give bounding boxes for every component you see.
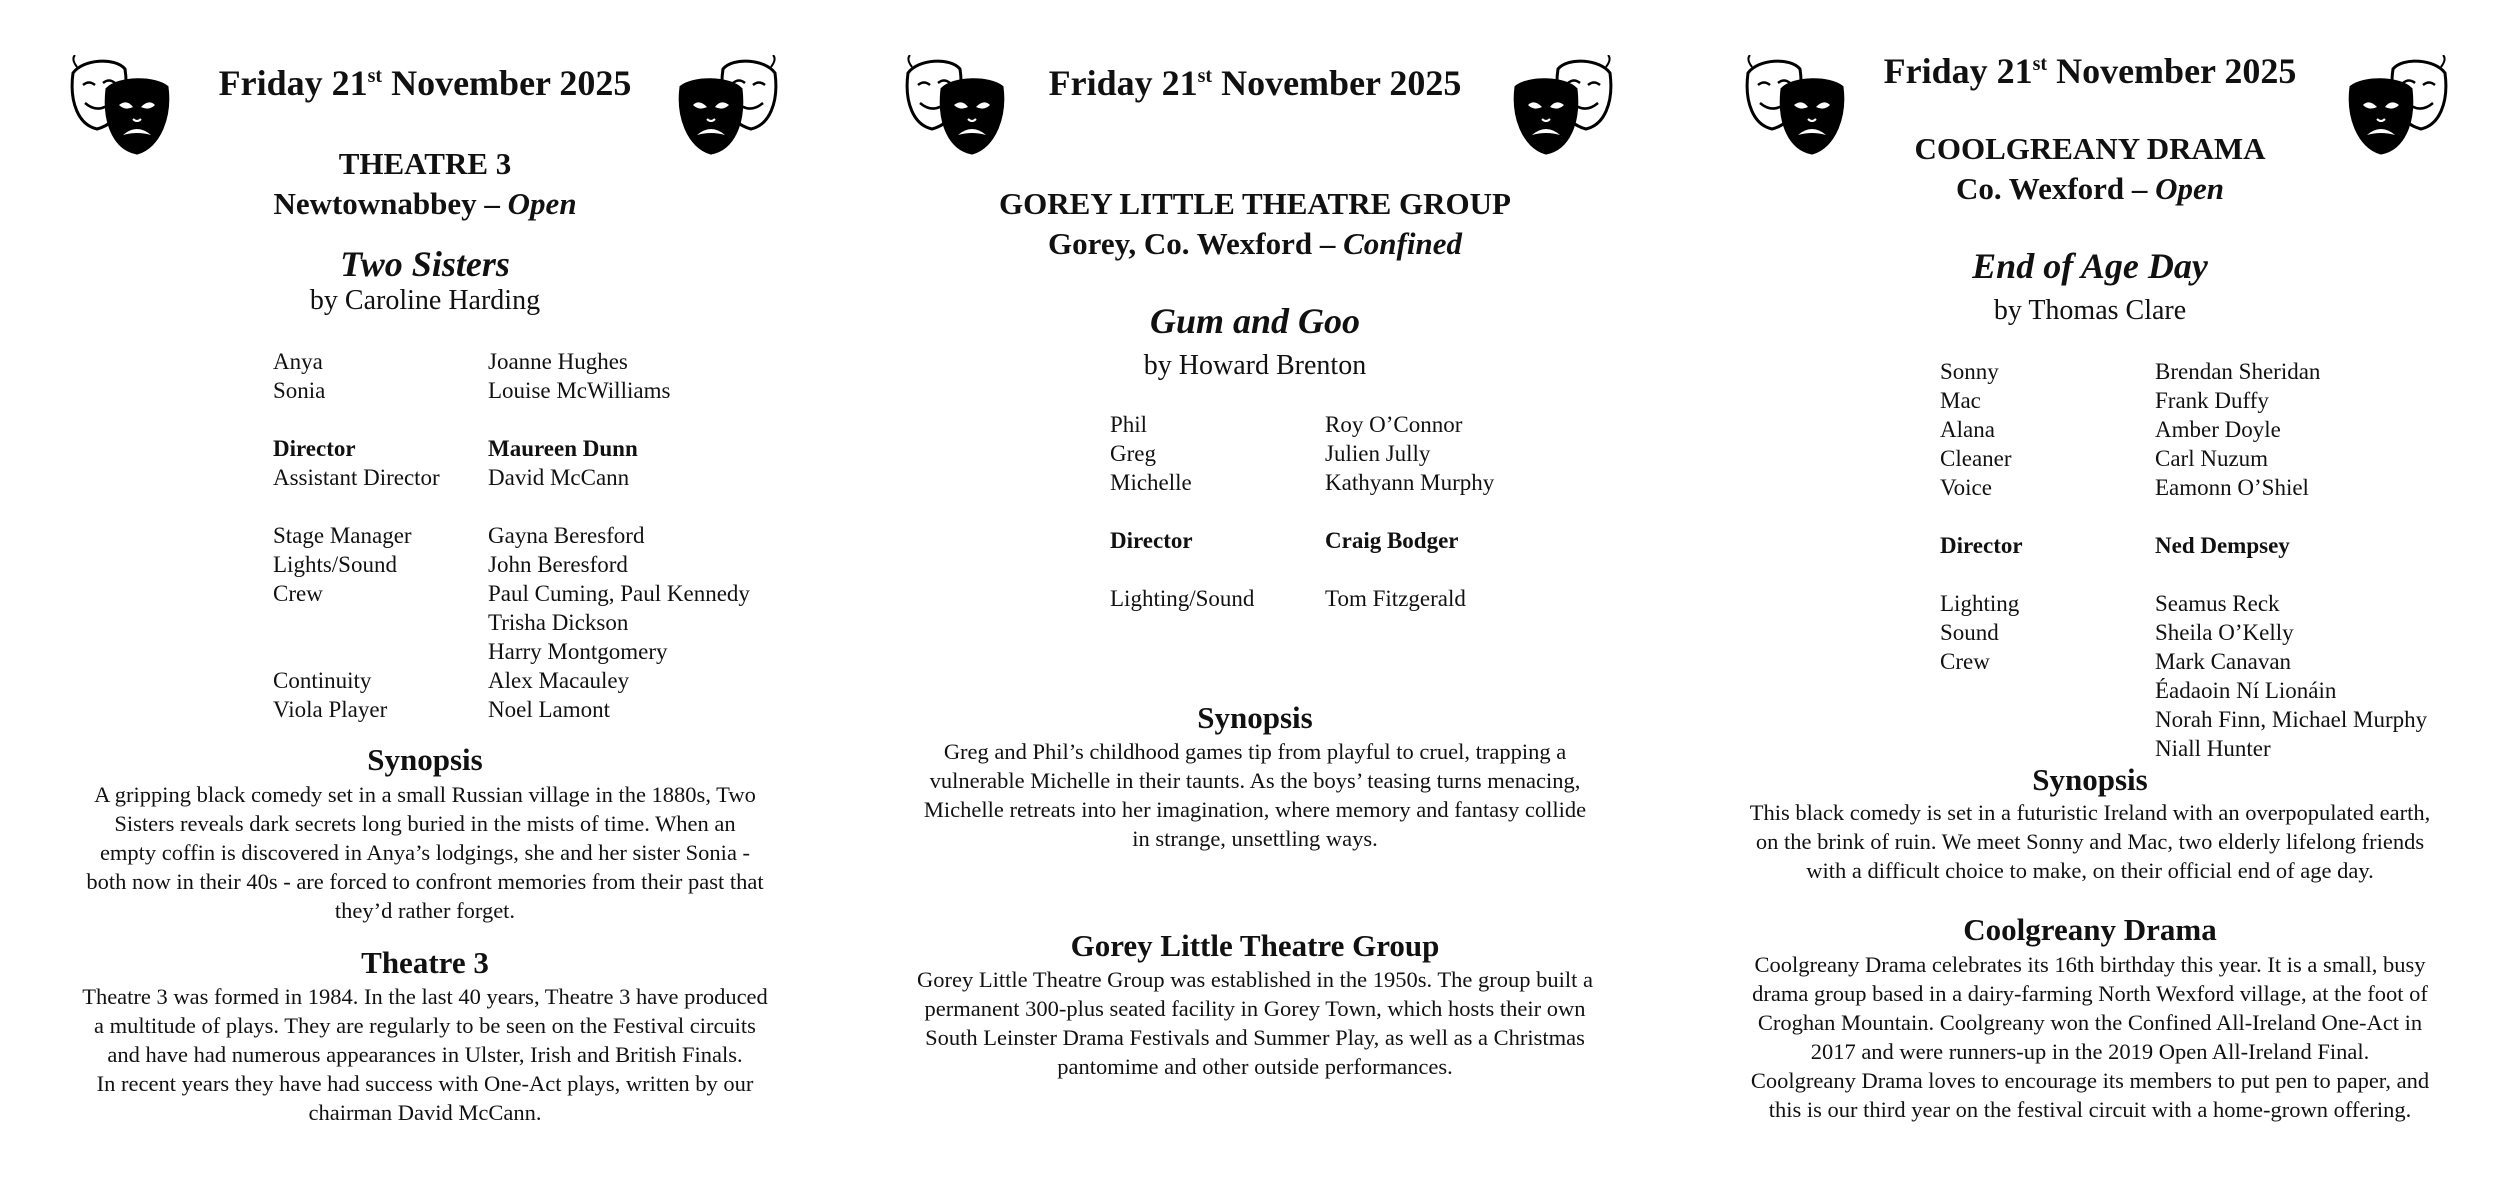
credit-row — [273, 695, 750, 724]
credit-row — [273, 376, 750, 405]
credit-row — [1940, 647, 2427, 676]
group-location: Gorey, Co. Wexford – Confined — [1048, 226, 1462, 261]
credit-role: Crew — [273, 581, 323, 606]
about-heading: Coolgreany Drama — [1963, 912, 2217, 947]
synopsis-text — [1680, 798, 2500, 885]
play-title: Two Sisters — [340, 244, 510, 284]
paragraph-line: South Leinster Drama Festivals and Summer Play, as well as a Christmas — [925, 1025, 1585, 1050]
credit-name: Paul Cuming, Paul Kennedy — [488, 581, 750, 606]
play-author: by Howard Brenton — [1143, 350, 1367, 381]
credit-role — [1940, 734, 2155, 763]
paragraph-line: Coolgreany Drama loves to encourage its members to put pen to paper, and — [1750, 1068, 2430, 1093]
credit-name: Amber Doyle — [2155, 417, 2281, 442]
paragraph-line: permanent 300-plus seated facility in Gorey Town, which hosts their own — [924, 996, 1586, 1021]
credit-row — [273, 521, 750, 550]
credit-name: Noel Lamont — [488, 697, 610, 722]
credit-role: Lighting/Sound — [1110, 586, 1255, 611]
paragraph-line: empty coffin is discovered in Anya’s lodgings, she and her sister Sonia - — [99, 840, 751, 865]
paragraph-line: Sisters reveals dark secrets long buried in the mists of time. When an — [114, 811, 736, 836]
credit-name: Carl Nuzum — [2155, 446, 2269, 471]
credit-row — [1940, 589, 2427, 618]
paragraph-line: 2017 and were runners-up in the 2019 Open All-Ireland Final. — [1810, 1039, 2370, 1064]
credit-role: Lights/Sound — [273, 552, 397, 577]
credit-row — [273, 608, 750, 637]
credit-role: Cleaner — [1940, 446, 2012, 471]
paragraph-line: Gorey Little Theatre Group was established in the 1950s. The group built a — [917, 967, 1593, 992]
credit-name: Tom Fitzgerald — [1325, 586, 1466, 611]
credit-name: Eamonn O’Shiel — [2155, 475, 2309, 500]
credit-role: Phil — [1110, 412, 1148, 437]
credit-role — [1940, 705, 2155, 734]
about-text — [845, 965, 1665, 1081]
credit-name: Joanne Hughes — [488, 349, 628, 374]
synopsis-heading: Synopsis — [1197, 700, 1313, 735]
credit-row — [1940, 531, 2427, 560]
credit-row — [1940, 386, 2427, 415]
cast-list — [1110, 410, 1494, 613]
credit-role: Crew — [1940, 649, 1990, 674]
paragraph-line: A gripping black comedy set in a small Russian village in the 1880s, Two — [94, 782, 756, 807]
group-name: GOREY LITTLE THEATRE GROUP — [999, 186, 1511, 221]
about-text — [15, 982, 835, 1127]
credit-name: Julien Jully — [1325, 441, 1431, 466]
play-author: by Caroline Harding — [309, 285, 541, 316]
paragraph-line: Theatre 3 was formed in 1984. In the last 40 years, Theatre 3 have produced — [82, 984, 768, 1009]
about-heading: Theatre 3 — [361, 945, 489, 980]
credit-row — [1940, 357, 2427, 386]
credit-role — [273, 637, 488, 666]
credit-row — [273, 579, 750, 608]
credit-name: Louise McWilliams — [488, 378, 671, 403]
credit-role: Stage Manager — [273, 523, 412, 548]
about-heading: Gorey Little Theatre Group — [1070, 928, 1440, 963]
paragraph-line: Michelle retreats into her imagination, where memory and fantasy collide — [923, 797, 1587, 822]
cast-list — [1940, 357, 2427, 763]
credit-role: Michelle — [1110, 470, 1192, 495]
credit-name: Alex Macauley — [488, 668, 630, 693]
paragraph-line: Coolgreany Drama celebrates its 16th birthday this year. It is a small, busy — [1754, 952, 2426, 977]
credit-row — [1110, 410, 1494, 439]
paragraph-line: Croghan Mountain. Coolgreany won the Confined All-Ireland One-Act in — [1757, 1010, 2423, 1035]
synopsis-heading: Synopsis — [2032, 762, 2148, 797]
credit-row — [1940, 734, 2427, 763]
paragraph-line: a multitude of plays. They are regularly to be seen on the Festival circuits — [94, 1013, 756, 1038]
performance-date: Friday 21st November 2025 — [218, 63, 632, 103]
credit-name: Maureen Dunn — [488, 436, 638, 461]
credit-name: Ned Dempsey — [2155, 533, 2290, 558]
credit-row — [273, 550, 750, 579]
performance-date: Friday 21st November 2025 — [1883, 51, 2297, 91]
performance-date: Friday 21st November 2025 — [1048, 63, 1462, 103]
paragraph-line: pantomime and other outside performances. — [1057, 1054, 1453, 1079]
credit-name: Mark Canavan — [2155, 649, 2292, 674]
synopsis-text — [845, 737, 1665, 853]
credit-row — [273, 434, 750, 463]
synopsis-heading: Synopsis — [367, 742, 483, 777]
group-location: Newtownabbey – Open — [273, 186, 577, 221]
paragraph-line: in strange, unsettling ways. — [1132, 826, 1378, 851]
credit-name: Niall Hunter — [2155, 736, 2271, 761]
paragraph-line: In recent years they have had success with One-Act plays, written by our — [96, 1071, 754, 1096]
credit-name: Norah Finn, Michael Murphy — [2155, 707, 2428, 732]
credit-row — [1110, 439, 1494, 468]
credit-role: Voice — [1940, 475, 1992, 500]
credit-row — [273, 637, 750, 666]
credit-row — [1940, 618, 2427, 647]
credit-row — [1940, 444, 2427, 473]
paragraph-line: and have had numerous appearances in Ulster, Irish and British Finals. — [107, 1042, 743, 1067]
credit-row — [1110, 468, 1494, 497]
play-title: End of Age Day — [1972, 246, 2208, 286]
cast-list — [273, 347, 750, 724]
credit-role: Sonny — [1940, 359, 1999, 384]
paragraph-line: on the brink of ruin. We meet Sonny and Mac, two elderly lifelong friends — [1755, 829, 2425, 854]
credit-role: Assistant Director — [273, 465, 440, 490]
credit-name: Seamus Reck — [2155, 591, 2280, 616]
programme-column-1 — [15, 0, 835, 1182]
credit-role: Anya — [273, 349, 323, 374]
paragraph-line: Greg and Phil’s childhood games tip from playful to cruel, trapping a — [943, 739, 1567, 764]
programme-column-2 — [845, 0, 1665, 1182]
programme-column-3 — [1680, 0, 2500, 1182]
credit-role: Director — [1940, 533, 2023, 558]
credit-name: Frank Duffy — [2155, 388, 2269, 413]
group-name: COOLGREANY DRAMA — [1914, 131, 2266, 166]
about-text — [1680, 950, 2500, 1124]
paragraph-line: they’d rather forget. — [334, 898, 516, 923]
credit-row — [1940, 705, 2427, 734]
credit-name: Éadaoin Ní Lionáin — [2155, 678, 2337, 703]
credit-role — [1940, 676, 2155, 705]
credit-name: Brendan Sheridan — [2155, 359, 2321, 384]
credit-name: David McCann — [488, 465, 630, 490]
credit-row — [273, 347, 750, 376]
credit-role: Sonia — [273, 378, 326, 403]
credit-role: Greg — [1110, 441, 1156, 466]
credit-name: Kathyann Murphy — [1325, 470, 1495, 495]
credit-role: Lighting — [1940, 591, 2020, 616]
play-title: Gum and Goo — [1149, 301, 1361, 341]
credit-name: Trisha Dickson — [488, 610, 629, 635]
group-location: Co. Wexford – Open — [1955, 171, 2225, 206]
paragraph-line: chairman David McCann. — [308, 1100, 542, 1125]
credit-name: Roy O’Connor — [1325, 412, 1463, 437]
credit-role: Director — [1110, 528, 1193, 553]
paragraph-line: with a difficult choice to make, on their official end of age day. — [1806, 858, 2374, 883]
credit-row — [1940, 473, 2427, 502]
credit-role: Viola Player — [273, 697, 388, 722]
synopsis-text — [15, 780, 835, 925]
paragraph-line: this is our third year on the festival circuit with a home-grown offering. — [1768, 1097, 2412, 1122]
credit-name: Gayna Beresford — [488, 523, 645, 548]
credit-row — [1940, 676, 2427, 705]
group-name: THEATRE 3 — [338, 146, 512, 181]
credit-row — [273, 666, 750, 695]
credit-name: Sheila O’Kelly — [2155, 620, 2294, 645]
credit-row — [1110, 526, 1494, 555]
credit-role: Alana — [1940, 417, 1995, 442]
credit-row — [1110, 584, 1494, 613]
credit-role: Director — [273, 436, 356, 461]
paragraph-line: drama group based in a dairy-farming North Wexford village, at the foot of — [1752, 981, 2428, 1006]
credit-name: Harry Montgomery — [488, 639, 668, 664]
credit-row — [1940, 415, 2427, 444]
credit-role — [273, 608, 488, 637]
credit-name: Craig Bodger — [1325, 528, 1459, 553]
paragraph-line: both now in their 40s - are forced to confront memories from their past that — [86, 869, 764, 894]
credit-row — [273, 463, 750, 492]
paragraph-line: vulnerable Michelle in their taunts. As the boys’ teasing turns menacing, — [929, 768, 1581, 793]
play-author: by Thomas Clare — [1993, 295, 2187, 326]
paragraph-line: This black comedy is set in a futuristic Ireland with an overpopulated earth, — [1749, 800, 2431, 825]
credit-role: Continuity — [273, 668, 372, 693]
credit-role: Sound — [1940, 620, 1999, 645]
credit-role: Mac — [1940, 388, 1981, 413]
credit-name: John Beresford — [488, 552, 628, 577]
